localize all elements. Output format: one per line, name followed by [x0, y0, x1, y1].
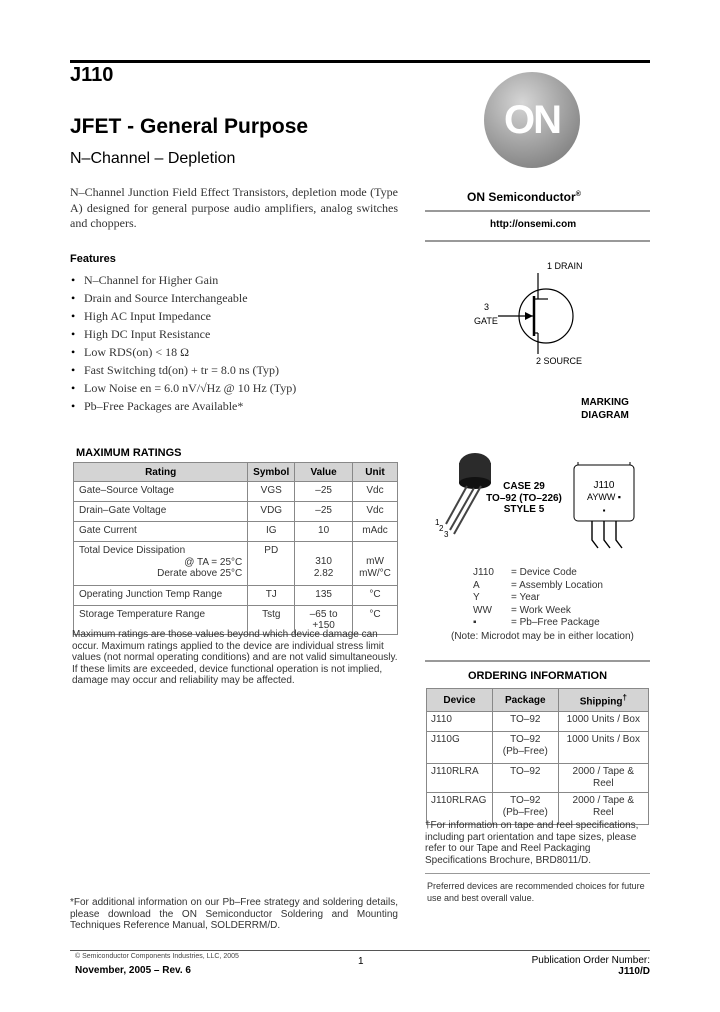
date-revision: November, 2005 – Rev. 6	[75, 965, 191, 976]
max-ratings-note: Maximum ratings are those values beyond which device damage can occur. Maximum ratings applied to the device are individual stress limit values (not normal operating conditions) and are not valid simultaneously. If these limits are exceeded, device functional operation is not implied, damage may occur and reliability may be affected.	[72, 629, 398, 686]
table-row	[74, 586, 398, 606]
pin-label: 2	[439, 524, 444, 533]
column-header: Value	[295, 463, 353, 482]
table-row	[74, 502, 398, 522]
jfet-schematic	[470, 258, 610, 373]
legend-desc: = Year	[511, 592, 540, 603]
rating-line: Derate above 25°C	[157, 568, 243, 579]
list-item: • Pb–Free Packages are Available*	[70, 397, 400, 415]
package-line: (Pb–Free)	[502, 746, 548, 757]
column-header: Package	[492, 689, 558, 712]
shipping-cell: 2000 / Tape & Reel	[558, 793, 648, 825]
device-cell: J110RLRA	[427, 764, 493, 793]
column-header: Device	[427, 689, 493, 712]
page-number: 1	[358, 956, 364, 967]
case-line: CASE 29	[503, 481, 545, 492]
value-cell	[295, 542, 353, 586]
unit-cell: Vdc	[353, 482, 398, 502]
divider	[425, 873, 650, 874]
column-header: Rating	[74, 463, 248, 482]
marking-chip-diagram	[568, 460, 640, 552]
max-ratings-table	[73, 462, 398, 635]
value-line: 310	[315, 556, 332, 567]
brand-name	[467, 190, 581, 204]
ordering-heading: ORDERING INFORMATION	[467, 670, 608, 682]
heading-line: DIAGRAM	[581, 410, 629, 421]
part-number: J110	[70, 64, 114, 86]
max-ratings-heading: MAXIMUM RATINGS	[76, 447, 182, 459]
chip-line: J110	[593, 480, 615, 491]
table-row	[74, 522, 398, 542]
value-cell: 10	[295, 522, 353, 542]
list-item: • Drain and Source Interchangeable	[70, 289, 400, 307]
chip-line: AYWW ▪	[586, 492, 622, 502]
column-header-text: Shipping	[579, 696, 623, 708]
top-rule	[70, 60, 650, 63]
package-cell	[492, 764, 558, 793]
unit-cell: °C	[353, 586, 398, 606]
table-row	[427, 712, 649, 732]
dagger-mark: †	[622, 692, 627, 702]
divider	[425, 210, 650, 212]
value-cell: –25	[295, 482, 353, 502]
source-label: 2 SOURCE	[536, 356, 583, 366]
list-item: • Low Noise en = 6.0 nV/√Hz @ 10 Hz (Typ)	[70, 379, 400, 397]
symbol-cell: VGS	[248, 482, 295, 502]
table-row	[427, 732, 649, 764]
case-line: STYLE 5	[503, 504, 545, 515]
chip-line: ▪	[602, 506, 606, 515]
shipping-note: †For information on tape and reel specifications, including part orientation and tape sizes, please refer to our Tape and Reel Packaging Specifications Brochure, BRD8011/D.	[425, 820, 639, 866]
device-cell: J110	[427, 712, 493, 732]
features-heading: Features	[70, 253, 116, 265]
symbol-cell: VDG	[248, 502, 295, 522]
legend-code: Y	[473, 592, 480, 603]
publication-number: J110/D	[618, 966, 650, 977]
page-title: JFET - General Purpose	[70, 115, 309, 138]
package-line: (Pb–Free)	[502, 807, 548, 818]
column-header: Symbol	[248, 463, 295, 482]
ordering-table	[426, 688, 649, 825]
legend-desc: = Assembly Location	[511, 579, 603, 591]
website-link[interactable]: http://onsemi.com	[490, 219, 577, 230]
table-row	[74, 482, 398, 502]
value-cell: –65 to +150	[295, 606, 353, 635]
table-header-row	[74, 463, 398, 482]
rating-cell	[74, 542, 248, 586]
value-line: 2.82	[313, 567, 334, 579]
shipping-cell: 1000 Units / Box	[558, 732, 648, 764]
list-item: • Fast Switching td(on) + tr = 8.0 ns (Typ)	[70, 361, 400, 379]
package-line: TO–92	[510, 714, 541, 725]
legend-row	[473, 605, 603, 618]
copyright: © Semiconductor Components Industries, LLC, 2005	[75, 953, 239, 960]
legend-row	[473, 567, 603, 580]
page-subtitle: N–Channel – Depletion	[70, 150, 236, 167]
legend-desc: = Device Code	[511, 567, 577, 578]
table-row	[74, 542, 398, 586]
package-line: TO–92	[510, 795, 541, 806]
legend-code: A	[473, 579, 480, 591]
legend-code: ▪	[473, 617, 477, 628]
shipping-cell: 2000 / Tape & Reel	[558, 764, 648, 793]
table-header-row	[427, 689, 649, 712]
brand-name-text: ON Semiconductor	[467, 190, 576, 204]
footer-rule	[70, 950, 650, 951]
table-row	[427, 764, 649, 793]
list-item: • High AC Input Impedance	[70, 307, 400, 325]
symbol-cell: IG	[248, 522, 295, 542]
pin-label: 3	[444, 530, 449, 539]
case-label	[484, 481, 564, 516]
package-cell	[492, 732, 558, 764]
package-line: TO–92	[510, 734, 541, 745]
legend-code: WW	[473, 604, 492, 616]
divider	[425, 240, 650, 242]
list-item: • High DC Input Resistance	[70, 325, 400, 343]
gate-number-label: 3	[484, 302, 490, 312]
rating-cell: Operating Junction Temp Range	[74, 586, 248, 606]
divider	[425, 660, 650, 662]
rating-cell: Gate–Source Voltage	[74, 482, 248, 502]
rating-cell: Storage Temperature Range	[74, 606, 248, 635]
intro-paragraph: N–Channel Junction Field Effect Transistors, depletion mode (Type A) designed for general purpose audio amplifiers, analog switches and choppers.	[70, 185, 398, 230]
heading-line: MARKING	[581, 397, 629, 408]
column-header	[558, 689, 648, 712]
legend-desc: = Work Week	[511, 604, 571, 616]
microdot-note: (Note: Microdot may be in either location)	[451, 631, 634, 642]
legend-desc: = Pb–Free Package	[511, 617, 600, 628]
legend-code: J110	[473, 567, 494, 578]
rating-line: Total Device Dissipation	[79, 545, 186, 556]
publication-label: Publication Order Number:	[531, 955, 650, 966]
package-cell	[492, 712, 558, 732]
symbol-cell: PD	[248, 542, 295, 586]
rating-cell: Drain–Gate Voltage	[74, 502, 248, 522]
marking-legend	[473, 567, 603, 630]
shipping-cell: 1000 Units / Box	[558, 712, 648, 732]
case-line: TO–92 (TO–226)	[486, 492, 562, 504]
list-item: • Low RDS(on) < 18 Ω	[70, 343, 400, 361]
features-list	[70, 271, 400, 415]
unit-cell: Vdc	[353, 502, 398, 522]
legend-row	[473, 617, 603, 630]
pin-label: 1	[435, 518, 440, 527]
unit-cell: °C	[353, 606, 398, 635]
rating-cell: Gate Current	[74, 522, 248, 542]
list-item: • N–Channel for Higher Gain	[70, 271, 400, 289]
unit-line: mW/°C	[359, 567, 391, 579]
legend-row	[473, 580, 603, 593]
rating-line: @ TA = 25°C	[184, 556, 243, 568]
unit-cell: mAdc	[353, 522, 398, 542]
package-line: TO–92	[510, 766, 541, 777]
drain-label: 1 DRAIN	[547, 261, 583, 271]
on-logo-icon: ON	[484, 72, 580, 168]
unit-cell	[353, 542, 398, 586]
marking-diagram-heading	[560, 396, 650, 422]
column-header: Unit	[353, 463, 398, 482]
registered-mark: ®	[575, 191, 581, 198]
value-cell: 135	[295, 586, 353, 606]
gate-label: GATE	[474, 316, 498, 326]
device-cell: J110G	[427, 732, 493, 764]
device-cell: J110RLRAG	[427, 793, 493, 825]
pb-free-footnote: *For additional information on our Pb–Free strategy and soldering details, please download the ON Semiconductor Soldering and Mounting Techniques Reference Manual, SOLDERRM/D.	[70, 897, 398, 931]
symbol-cell: Tstg	[248, 606, 295, 635]
value-cell: –25	[295, 502, 353, 522]
unit-line: mW	[366, 556, 384, 567]
preferred-devices-note: Preferred devices are recommended choices for future use and best overall value.	[427, 881, 645, 903]
legend-row	[473, 592, 603, 605]
symbol-cell: TJ	[248, 586, 295, 606]
